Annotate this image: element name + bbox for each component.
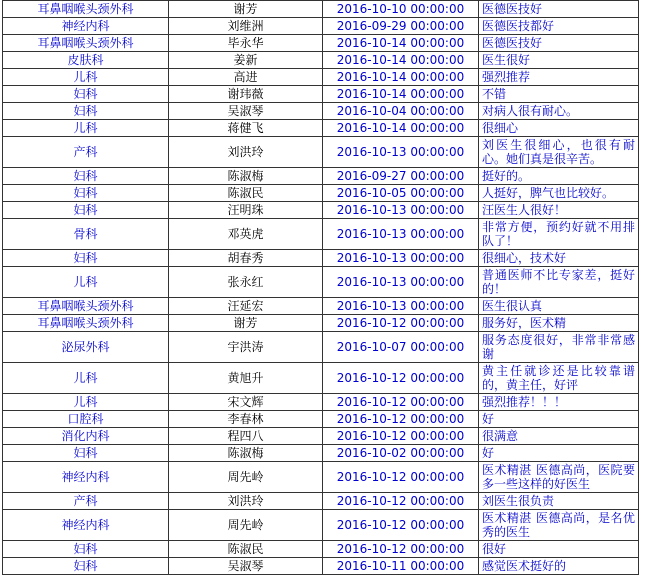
department-cell: 产科 — [3, 493, 169, 510]
table-row — [3, 120, 639, 137]
time-cell: 2016-10-12 00:00:00 — [323, 493, 479, 510]
feedback-table-body — [3, 1, 639, 575]
department-cell: 儿科 — [3, 394, 169, 411]
department-cell: 妇科 — [3, 168, 169, 185]
time-cell: 2016-10-12 00:00:00 — [323, 315, 479, 332]
comment-cell: 对病人很有耐心。 — [479, 103, 639, 120]
table-row — [3, 462, 639, 493]
comment-cell: 强烈推荐！！！ — [479, 394, 639, 411]
comment-cell: 挺好的。 — [479, 168, 639, 185]
department-cell: 泌尿外科 — [3, 332, 169, 363]
time-cell: 2016-10-12 00:00:00 — [323, 510, 479, 541]
table-row — [3, 52, 639, 69]
table-row — [3, 558, 639, 575]
doctor-cell: 程四八 — [169, 428, 323, 445]
table-row — [3, 541, 639, 558]
doctor-cell: 谢芳 — [169, 1, 323, 18]
department-cell: 耳鼻咽喉头颈外科 — [3, 1, 169, 18]
comment-cell: 黄主任就诊还是比较靠谱的，黄主任，好评 — [479, 363, 639, 394]
doctor-cell: 刘维洲 — [169, 18, 323, 35]
comment-cell: 好 — [479, 445, 639, 462]
comment-cell: 医术精湛 医德高尚，医院要多一些这样的好医生 — [479, 462, 639, 493]
time-cell: 2016-10-14 00:00:00 — [323, 86, 479, 103]
time-cell: 2016-10-13 00:00:00 — [323, 250, 479, 267]
department-cell: 妇科 — [3, 250, 169, 267]
table-row — [3, 493, 639, 510]
comment-cell: 很细心 — [479, 120, 639, 137]
time-cell: 2016-10-12 00:00:00 — [323, 462, 479, 493]
time-cell: 2016-10-12 00:00:00 — [323, 411, 479, 428]
time-cell: 2016-10-12 00:00:00 — [323, 541, 479, 558]
doctor-cell: 周先岭 — [169, 510, 323, 541]
table-row — [3, 445, 639, 462]
doctor-cell: 黄旭升 — [169, 363, 323, 394]
department-cell: 口腔科 — [3, 411, 169, 428]
table-row — [3, 185, 639, 202]
feedback-table — [2, 0, 639, 575]
comment-cell: 服务好，医术精 — [479, 315, 639, 332]
doctor-cell: 谢玮薇 — [169, 86, 323, 103]
department-cell: 消化内科 — [3, 428, 169, 445]
table-row — [3, 363, 639, 394]
department-cell: 儿科 — [3, 363, 169, 394]
time-cell: 2016-10-04 00:00:00 — [323, 103, 479, 120]
department-cell: 骨科 — [3, 219, 169, 250]
doctor-cell: 汪延宏 — [169, 298, 323, 315]
table-row — [3, 411, 639, 428]
department-cell: 皮肤科 — [3, 52, 169, 69]
comment-cell: 汪医生人很好！ — [479, 202, 639, 219]
department-cell: 妇科 — [3, 103, 169, 120]
doctor-cell: 蒋健飞 — [169, 120, 323, 137]
doctor-cell: 周先岭 — [169, 462, 323, 493]
department-cell: 耳鼻咽喉头颈外科 — [3, 298, 169, 315]
table-row — [3, 428, 639, 445]
table-row — [3, 394, 639, 411]
department-cell: 儿科 — [3, 267, 169, 298]
table-row — [3, 332, 639, 363]
time-cell: 2016-10-13 00:00:00 — [323, 202, 479, 219]
table-row — [3, 103, 639, 120]
doctor-cell: 陈淑梅 — [169, 445, 323, 462]
table-row — [3, 267, 639, 298]
time-cell: 2016-10-12 00:00:00 — [323, 363, 479, 394]
table-row — [3, 137, 639, 168]
table-row — [3, 168, 639, 185]
comment-cell: 很满意 — [479, 428, 639, 445]
doctor-cell: 胡春秀 — [169, 250, 323, 267]
department-cell: 妇科 — [3, 185, 169, 202]
department-cell: 耳鼻咽喉头颈外科 — [3, 315, 169, 332]
time-cell: 2016-10-05 00:00:00 — [323, 185, 479, 202]
time-cell: 2016-10-10 00:00:00 — [323, 1, 479, 18]
comment-cell: 普通医师不比专家差，挺好的！ — [479, 267, 639, 298]
comment-cell: 不错 — [479, 86, 639, 103]
doctor-cell: 吴淑琴 — [169, 558, 323, 575]
comment-cell: 很好 — [479, 541, 639, 558]
time-cell: 2016-10-13 00:00:00 — [323, 137, 479, 168]
time-cell: 2016-10-07 00:00:00 — [323, 332, 479, 363]
comment-cell: 医生很认真 — [479, 298, 639, 315]
doctor-cell: 邓英虎 — [169, 219, 323, 250]
time-cell: 2016-10-14 00:00:00 — [323, 69, 479, 86]
doctor-cell: 吴淑琴 — [169, 103, 323, 120]
comment-cell: 感觉医术挺好的 — [479, 558, 639, 575]
doctor-cell: 姜新 — [169, 52, 323, 69]
department-cell: 妇科 — [3, 445, 169, 462]
department-cell: 儿科 — [3, 120, 169, 137]
time-cell: 2016-10-12 00:00:00 — [323, 428, 479, 445]
time-cell: 2016-10-12 00:00:00 — [323, 394, 479, 411]
time-cell: 2016-10-02 00:00:00 — [323, 445, 479, 462]
time-cell: 2016-10-13 00:00:00 — [323, 219, 479, 250]
department-cell: 产科 — [3, 137, 169, 168]
doctor-cell: 毕永华 — [169, 35, 323, 52]
department-cell: 妇科 — [3, 541, 169, 558]
table-row — [3, 315, 639, 332]
department-cell: 神经内科 — [3, 510, 169, 541]
doctor-cell: 刘洪玲 — [169, 137, 323, 168]
time-cell: 2016-10-11 00:00:00 — [323, 558, 479, 575]
comment-cell: 医德医技好 — [479, 1, 639, 18]
time-cell: 2016-10-14 00:00:00 — [323, 120, 479, 137]
time-cell: 2016-10-14 00:00:00 — [323, 35, 479, 52]
doctor-cell: 陈淑民 — [169, 541, 323, 558]
doctor-cell: 李春林 — [169, 411, 323, 428]
table-row — [3, 202, 639, 219]
department-cell: 神经内科 — [3, 18, 169, 35]
comment-cell: 医生很好 — [479, 52, 639, 69]
doctor-cell: 刘洪玲 — [169, 493, 323, 510]
department-cell: 妇科 — [3, 558, 169, 575]
department-cell: 妇科 — [3, 202, 169, 219]
comment-cell: 强烈推荐 — [479, 69, 639, 86]
doctor-cell: 高进 — [169, 69, 323, 86]
comment-cell: 刘医生很负责 — [479, 493, 639, 510]
table-row — [3, 1, 639, 18]
doctor-cell: 谢芳 — [169, 315, 323, 332]
department-cell: 妇科 — [3, 86, 169, 103]
table-row — [3, 86, 639, 103]
time-cell: 2016-09-29 00:00:00 — [323, 18, 479, 35]
doctor-cell: 陈淑梅 — [169, 168, 323, 185]
comment-cell: 人挺好，脾气也比较好。 — [479, 185, 639, 202]
doctor-cell: 汪明珠 — [169, 202, 323, 219]
table-row — [3, 69, 639, 86]
department-cell: 耳鼻咽喉头颈外科 — [3, 35, 169, 52]
table-row — [3, 298, 639, 315]
doctor-cell: 宇洪涛 — [169, 332, 323, 363]
time-cell: 2016-10-13 00:00:00 — [323, 298, 479, 315]
time-cell: 2016-09-27 00:00:00 — [323, 168, 479, 185]
comment-cell: 好 — [479, 411, 639, 428]
comment-cell: 很细心，技术好 — [479, 250, 639, 267]
doctor-cell: 陈淑民 — [169, 185, 323, 202]
comment-cell: 非常方便，预约好就不用排队了！ — [479, 219, 639, 250]
comment-cell: 服务态度很好，非常非常感谢 — [479, 332, 639, 363]
table-row — [3, 510, 639, 541]
table-row — [3, 250, 639, 267]
comment-cell: 医术精湛 医德高尚，是名优秀的医生 — [479, 510, 639, 541]
comment-cell: 刘医生很细心，也很有耐心。她们真是很辛苦。 — [479, 137, 639, 168]
doctor-cell: 张永红 — [169, 267, 323, 298]
table-row — [3, 35, 639, 52]
table-row — [3, 219, 639, 250]
time-cell: 2016-10-13 00:00:00 — [323, 267, 479, 298]
comment-cell: 医德医技好 — [479, 35, 639, 52]
time-cell: 2016-10-14 00:00:00 — [323, 52, 479, 69]
department-cell: 儿科 — [3, 69, 169, 86]
table-row — [3, 18, 639, 35]
department-cell: 神经内科 — [3, 462, 169, 493]
comment-cell: 医德医技都好 — [479, 18, 639, 35]
doctor-cell: 宋文辉 — [169, 394, 323, 411]
